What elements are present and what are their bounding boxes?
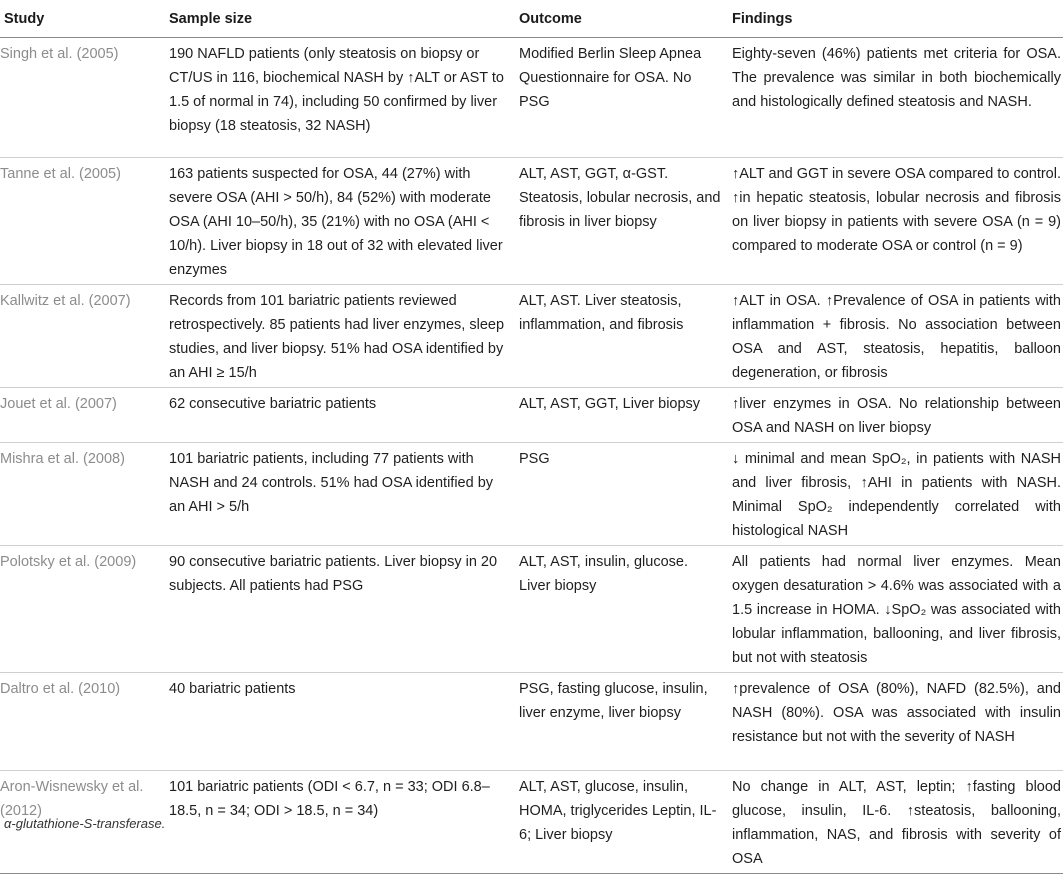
outcome-cell: ALT, AST, GGT, Liver biopsy [519, 396, 701, 412]
outcome-cell: PSG [519, 451, 550, 467]
study-cell: Polotsky et al. (2009) [0, 554, 137, 570]
header-outcome: Outcome [513, 0, 726, 38]
header-study: Study [0, 0, 163, 38]
outcome-cell: ALT, AST, insulin, glucose. Liver biopsy [519, 554, 688, 594]
table-row [0, 443, 1063, 546]
outcome-cell: ALT, AST, GGT, α-GST. Steatosis, lobular necrosis, and fibrosis in liver biopsy [519, 166, 721, 230]
findings-cell: ↑liver enzymes in OSA. No relationship between OSA and NASH on liver biopsy [732, 396, 1061, 436]
study-cell: Mishra et al. (2008) [0, 451, 125, 467]
outcome-cell: ALT, AST, glucose, insulin, HOMA, triglycerides Leptin, IL-6; Liver biopsy [519, 779, 717, 843]
table-row [0, 285, 1063, 388]
findings-cell: No change in ALT, AST, leptin; ↑fasting blood glucose, insulin, IL-6. ↑steatosis, ballooning, inflammation, NAS, and fibrosis with severity of OSA [732, 779, 1061, 867]
sample-size-cell: 163 patients suspected for OSA, 44 (27%) with severe OSA (AHI > 50/h), 84 (52%) with moderate OSA (AHI 10–50/h), 35 (21%) with no OSA (AHI < 10/h). Liver biopsy in 18 out of 32 with elevated liver enzymes [169, 166, 503, 278]
table-row [0, 158, 1063, 285]
table-row [0, 38, 1063, 158]
findings-cell: Eighty-seven (46%) patients met criteria for OSA. The prevalence was similar in both biochemically and histologically defined steatosis and NASH. [732, 46, 1061, 110]
findings-cell: ↑prevalence of OSA (80%), NAFD (82.5%), and NASH (80%). OSA was associated with insulin resistance but not with the severity of NASH [732, 681, 1061, 745]
study-cell: Singh et al. (2005) [0, 46, 119, 62]
table-row [0, 388, 1063, 443]
study-cell: Daltro et al. (2010) [0, 681, 121, 697]
study-cell: Jouet et al. (2007) [0, 396, 117, 412]
sample-size-cell: 101 bariatric patients, including 77 patients with NASH and 24 controls. 51% had OSA identified by an AHI > 5/h [169, 451, 494, 515]
sample-size-cell: Records from 101 bariatric patients reviewed retrospectively. 85 patients had liver enzymes, sleep studies, and liver biopsy. 51% had OSA identified by an AHI ≥ 15/h [169, 293, 505, 381]
findings-cell: ↑ALT and GGT in severe OSA compared to control. ↑in hepatic steatosis, lobular necrosis and fibrosis on liver biopsy in patients with severe OSA (n = 9) compared to moderate OSA or control (n = 9) [732, 166, 1061, 254]
findings-cell: ↓ minimal and mean SpO₂, in patients with NASH and liver fibrosis, ↑AHI in patients with NASH. Minimal SpO₂ independently correlated with histological NASH [732, 451, 1061, 539]
sample-size-cell: 101 bariatric patients (ODI < 6.7, n = 33; ODI 6.8–18.5, n = 34; ODI > 18.5, n = 34) [169, 779, 490, 819]
table-footnote: α-glutathione-S-transferase. [4, 816, 166, 831]
study-cell: Aron-Wisnewsky et al. (2012) [0, 779, 144, 819]
table-body [0, 38, 1063, 874]
header-sample-size: Sample size [163, 0, 513, 38]
outcome-cell: ALT, AST. Liver steatosis, inflammation, and fibrosis [519, 293, 684, 333]
sample-size-cell: 62 consecutive bariatric patients [169, 396, 377, 412]
study-cell: Tanne et al. (2005) [0, 166, 121, 182]
sample-size-cell: 40 bariatric patients [169, 681, 296, 697]
outcome-cell: Modified Berlin Sleep Apnea Questionnaire for OSA. No PSG [519, 46, 702, 110]
table-header [0, 0, 1063, 38]
outcome-cell: PSG, fasting glucose, insulin, liver enzyme, liver biopsy [519, 681, 708, 721]
findings-cell: ↑ALT in OSA. ↑Prevalence of OSA in patients with inflammation + fibrosis. No association between OSA and AST, steatosis, hepatitis, balloon degeneration, or fibrosis [732, 293, 1061, 381]
header-findings: Findings [726, 0, 1063, 38]
table-row [0, 546, 1063, 673]
sample-size-cell: 90 consecutive bariatric patients. Liver biopsy in 20 subjects. All patients had PSG [169, 554, 498, 594]
study-cell: Kallwitz et al. (2007) [0, 293, 131, 309]
findings-cell: All patients had normal liver enzymes. Mean oxygen desaturation > 4.6% was associated with a 1.5 increase in HOMA. ↓SpO₂ was associated with lobular inflammation, ballooning, and liver fibrosis, but not with steatosis [732, 554, 1061, 666]
sample-size-cell: 190 NAFLD patients (only steatosis on biopsy or CT/US in 116, biochemical NASH by ↑ALT or AST to 1.5 of normal in 74), including 50 confirmed by liver biopsy (18 steatosis, 32 NASH) [169, 46, 504, 134]
table-row [0, 673, 1063, 771]
header-row [0, 0, 1063, 38]
